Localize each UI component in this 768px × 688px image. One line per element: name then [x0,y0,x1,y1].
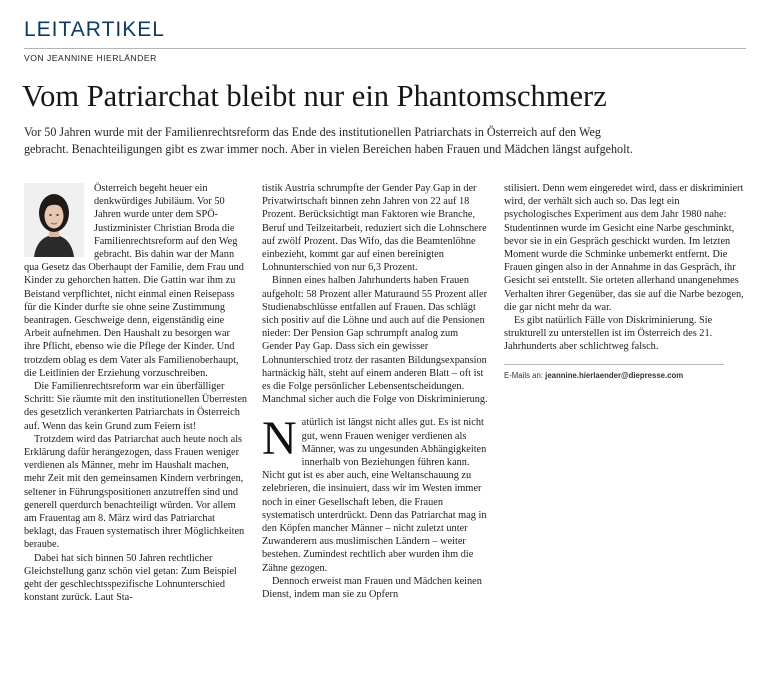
col3-paragraph-2: Es gibt natürlich Fälle von Diskriminierung. Sie strukturell zu unterstellen ist im Österreich des 21. Jahrhunderts aber schlichtweg falsch. [504,315,713,353]
col1-paragraph-2: Die Familienrechtsreform war ein überfälliger Schritt: Sie räumte mit den institutionellen Überresten des gesetzlich verankerten Patriarchats in Österreich auf. Wenn das kein Grund zum Feiern ist! [24,381,248,432]
email-prefix: E-Mails an: [504,370,543,380]
col2-paragraph-1: tistik Austria schrumpfte der Gender Pay Gap in der Privatwirtschaft binnen zehn Jahren von 22 auf 18 Prozent. Berücksichtigt man Faktoren wie Branche, Beruf und Teilzeitarbeit, reduziert sich die Lohnschere auf zwölf Prozent. Das Wifo, das die Beamtenlöhne einbezieht, kommt gar auf einen bereinigten Lohnunterschied von nur 6,3 Prozent. [262,183,487,274]
dropcap-letter: N [262,412,297,466]
col2-paragraph-3 [262,412,490,574]
author-email [504,371,748,381]
col2-paragraph-3-text: atürlich ist längst nicht alles gut. Es ist nicht gut, wenn Frauen weniger verdienen als Männer, was zu ungesunden Abhängigkeiten innerhalb von Beziehungen führen kann. Nicht gut ist es aber auch, eine Weltanschauung zu zelebrieren, die insinuiert, dass wir im Westen immer noch in einer Gesellschaft leben, die Frauen systematisch unterdrückt. Denn das Patriarchat mag in den Köpfen mancher Männer – nicht zuletzt unter Zuwanderern aus muslimischen Ländern – weiter bestehen. Zumindest rechtlich aber wurden ihm die Zähne gezogen. [262,417,487,574]
col3-paragraph-1: stilisiert. Denn wem eingeredet wird, dass er diskriminiert wird, der verhält sich auch so. Das legt ein psychologisches Experiment aus dem Jahr 1980 nahe: Studentinnen wurde im Gesicht eine Narbe geschminkt, bevor sie in ein Gespräch geschickt wurden. Im letzten Moment wurde die Schminke unbemerkt entfernt. Die Frauen gingen also in der Annahme in das Gespräch, ihr Gesicht sei entstellt. Sie orteten allerhand unangenehmes Verhalten ihrer Gegenüber, das sie auf die Narbe bezogen, die gar nicht mehr da war. [504,183,744,313]
author-byline: VON JEANNINE HIERLÄNDER [24,53,157,63]
email-address-link[interactable]: jeannine.hierlaender@diepresse.com [545,370,684,380]
section-rubric: LEITARTIKEL [24,18,165,41]
column-2 [262,182,490,601]
email-divider [504,364,724,365]
column-3 [504,182,748,381]
col1-paragraph-1: Österreich begeht heuer ein denkwürdiges Jubiläum. Vor 50 Jahren wurde unter dem SPÖ-Justizminister Christian Broda die Familienrechtsreform auf den Weg gebracht. Bis dahin war der Mann qua Gesetz das Oberhaupt der Familie, dem Frau und Kinder zu gehorchen hatten. Die Gattin war ihm zu Beistand verpflichtet, nicht einmal einen Reisepass für die Kinder durfte sie ohne seine Zustimmung beantragen. Geschweige denn, eigenständig eine Arbeit aufnehmen. Den Haushalt zu besorgen war ihre Pflicht, ebenso wie die Pflege der Kinder. Und trotzdem oblag es dem Vater als Familienoberhaupt, die Leitlinien der Erziehung vorzuschreiben. [24,183,244,379]
col2-paragraph-4: Dennoch erweist man Frauen und Mädchen keinen Dienst, indem man sie zu Opfern [262,575,482,601]
author-portrait-icon [24,183,84,257]
col1-paragraph-3: Trotzdem wird das Patriarchat auch heute noch als Erklärung dafür herangezogen, dass Frauen weniger verdienen als Männer, mehr im Haushalt machen, mehr Zeit mit den gemeinsamen Kindern verbringen, seltener in Führungspositionen anzutreffen sind und generell querdurch benachteiligt würden. Vor allem am Frauentag am 8. März wird das Patriarchat beklagt, das Frauen systematisch ihrer Möglichkeiten beraube. [24,433,245,551]
lead-line-2: gebracht. Benachteiligungen gibt es zwar immer noch. Aber in vielen Bereichen haben Frauen und Mädchen längst aufgeholt. [24,141,633,156]
col2-paragraph-2: Binnen eines halben Jahrhunderts haben Frauen aufgeholt: 58 Prozent aller Maturaund 55 Prozent aller Studienabschlüsse entfallen auf Frauen. Das schlägt sich positiv auf die Löhne und auch auf die Pensionen nieder: Der Pension Gap schrumpft analog zum Gender Pay Gap. Dass sich ein gewisser Lohnunterschied trotz der rasanten Bildungsexpansion hartnäckig hält, steht auf einem anderen Blatt – oft ist es die Folge persönlicher Lebensentscheidungen. Manchmal sicher auch die Folge von Diskriminierung. [262,275,488,406]
article-headline: Vom Patriarchat bleibt nur ein Phantomschmerz [22,79,607,113]
col1-paragraph-4: Dabei hat sich binnen 50 Jahren rechtlicher Gleichstellung ganz schön viel getan: Zum Beispiel geht der geschlechtsspezifische Lohnunterschied konstant zurück. Laut Sta- [24,552,237,604]
column-1 [24,182,248,605]
header-divider [24,48,746,49]
lead-line-1: Vor 50 Jahren wurde mit der Familienrechtsreform das Ende des institutionellen Patriarchats in Österreich auf den Weg [24,125,601,139]
article-lead [24,124,748,157]
